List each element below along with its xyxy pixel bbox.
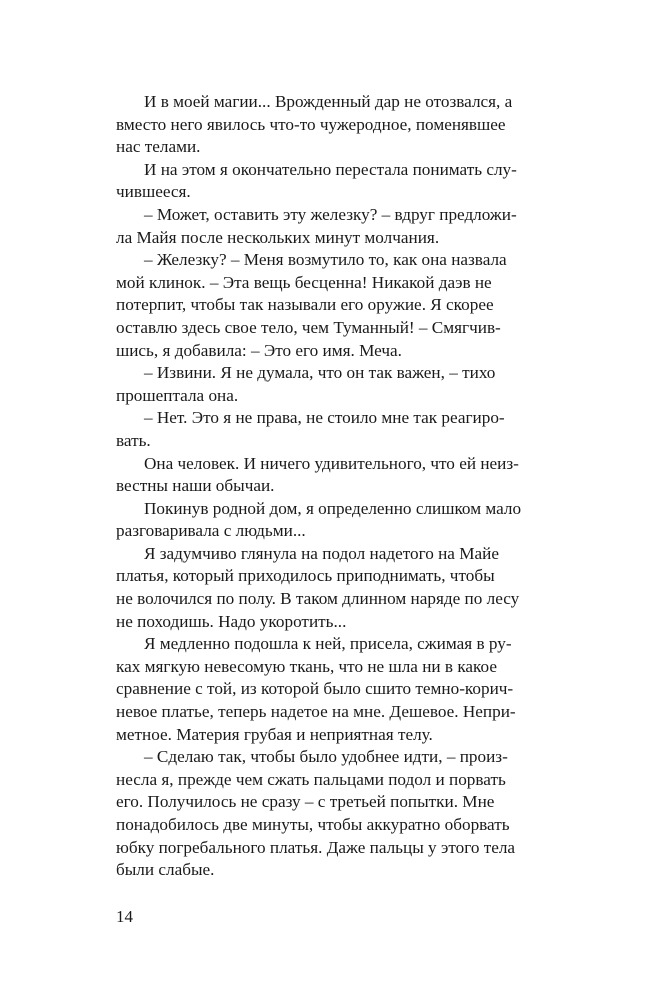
paragraph: – Может, оставить эту железку? – вдруг предложи- ла Майя после нескольких минут молчания. [116, 204, 517, 247]
paragraph: Я медленно подошла к ней, присела, сжимая в ру- ках мягкую невесомую ткань, что не шла ни в какое сравнение с той, из которой было сшито темно-корич- невое платье, теперь надетое на мне. Дешевое. Непри- метное. Материя грубая и неприятная телу. [116, 634, 516, 744]
page-number: 14 [116, 907, 133, 926]
body-text [116, 91, 530, 882]
paragraph: Я задумчиво глянула на подол надетого на Майе платья, который приходилось приподнимать, чтобы не волочился по полу. В таком длинном наряде по лесу не походишь. Надо укоротить... [116, 543, 520, 631]
paragraph: И на этом я окончательно перестала понимать слу- чившееся. [116, 159, 517, 202]
paragraph: – Нет. Это я не права, не стоило мне так реагиро- вать. [116, 408, 505, 450]
paragraph: Она человек. И ничего удивительного, что ей неиз- вестны наши обычаи. [116, 453, 519, 496]
paragraph: – Сделаю так, чтобы было удобнее идти, – произ- несла я, прежде чем сжать пальцами подол и порвать его. Получилось не сразу – с третьей попытки. Мне понадобилось две минуты, чтобы аккуратно оборвать юбку погребального платья. Даже пальцы у этого тела были слабые. [116, 747, 516, 880]
paragraph: Покинув родной дом, я определенно слишком мало разговаривала с людьми... [116, 498, 522, 541]
paragraph: – Железку? – Меня возмутило то, как она назвала мой клинок. – Эта вещь бесценна! Никакой даэв не потерпит, чтобы так называли его оружие. Я скорее оставлю здесь свое тело, чем Туманный! – Смягчив- шись, я добавила: – Это его имя. Меча. [116, 250, 507, 360]
paragraph: – Извини. Я не думала, что он так важен, – тихо прошептала она. [116, 363, 496, 405]
paragraph: И в моей магии... Врожденный дар не отозвался, а вместо него явилось что-то чужеродное, поменявшее нас телами. [116, 92, 513, 157]
